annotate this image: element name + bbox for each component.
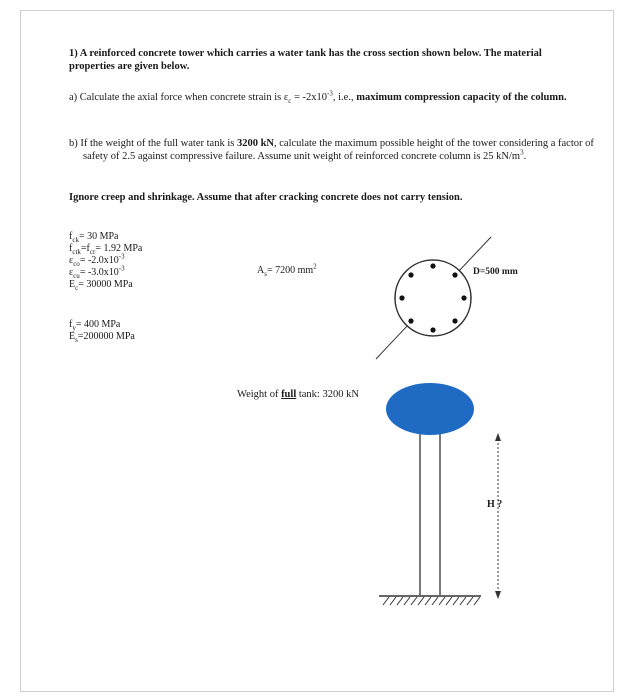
rebar-4 bbox=[452, 318, 457, 323]
rebar-8 bbox=[408, 272, 413, 277]
sub2: cr bbox=[89, 248, 96, 256]
part-b-end: . bbox=[523, 151, 527, 162]
sym: ε bbox=[69, 267, 74, 278]
weight-prefix: Weight of bbox=[237, 389, 282, 400]
val: = 1.92 MPa bbox=[95, 243, 143, 254]
weight-underlined: full bbox=[281, 389, 297, 400]
weight-suffix: tank: 3200 kN bbox=[296, 389, 359, 400]
question-intro-text: 1) A reinforced concrete tower which carries a water tank has the cross section shown below. The material properties are given below. bbox=[69, 48, 542, 72]
rebar-1 bbox=[430, 263, 435, 268]
document-page bbox=[20, 10, 614, 692]
height-dimension bbox=[495, 433, 501, 599]
sup: -3 bbox=[118, 264, 125, 273]
cross-section bbox=[376, 237, 491, 359]
rebar-6 bbox=[408, 318, 413, 323]
part-a-mid2: , i.e., bbox=[332, 92, 357, 103]
sym: f bbox=[69, 319, 73, 330]
part-b-text: , calculate the maximum possible height of the tower considering a factor of safety of 2.5 against compressive failure. Assume unit weight of reinforced concrete column is 25 kN/m bbox=[83, 138, 594, 162]
sym: f bbox=[69, 231, 73, 242]
tower-diagram bbox=[379, 383, 501, 605]
sym: f bbox=[69, 243, 73, 254]
part-a-sub: c bbox=[288, 97, 292, 106]
sub: y bbox=[72, 324, 76, 332]
part-a-mid: = -2x10 bbox=[291, 92, 328, 103]
val: =200000 MPa bbox=[77, 331, 135, 342]
sub: ctk bbox=[72, 248, 81, 256]
part-a-sup: -3 bbox=[327, 89, 333, 98]
sym: E bbox=[69, 331, 76, 342]
sub: ck bbox=[72, 236, 79, 244]
arrow-up-icon bbox=[495, 433, 501, 441]
val: = 7200 mm bbox=[266, 265, 314, 276]
rebar-7 bbox=[399, 295, 404, 300]
tank-weight-label bbox=[237, 389, 359, 400]
val: = -3.0x10 bbox=[79, 267, 119, 278]
sym: A bbox=[257, 265, 265, 276]
rebar-3 bbox=[461, 295, 466, 300]
part-b-sup: 3 bbox=[520, 148, 524, 157]
val: = -2.0x10 bbox=[79, 255, 119, 266]
part-a-bold: maximum compression capacity of the column. bbox=[356, 92, 567, 103]
mid: =f bbox=[80, 243, 90, 254]
arrow-down-icon bbox=[495, 591, 501, 599]
sym: E bbox=[69, 279, 76, 290]
water-tank bbox=[386, 383, 474, 435]
rebar-2 bbox=[452, 272, 457, 277]
part-b-prefix: b) If the weight of the full water tank is bbox=[69, 138, 237, 149]
part-a-prefix: a) Calculate the axial force when concrete strain is ε bbox=[69, 92, 289, 103]
sub: s bbox=[264, 270, 267, 278]
part-b-bold: 3200 kN bbox=[236, 138, 275, 149]
val: = 400 MPa bbox=[75, 319, 121, 330]
ground-hatch bbox=[383, 597, 480, 605]
sub: co bbox=[73, 260, 80, 268]
sub: s bbox=[75, 336, 78, 344]
sup: -3 bbox=[118, 252, 125, 261]
assumption-note: Ignore creep and shrinkage. Assume that after cracking concrete does not carry tension. bbox=[69, 192, 463, 203]
sub: c bbox=[75, 284, 79, 292]
sym: ε bbox=[69, 255, 74, 266]
val: = 30 MPa bbox=[78, 231, 119, 242]
sub: cu bbox=[73, 272, 80, 280]
height-label: H ? bbox=[487, 499, 503, 510]
diameter-label: D=500 mm bbox=[473, 267, 518, 277]
sup: 2 bbox=[313, 262, 317, 271]
diagram-canvas bbox=[21, 11, 613, 691]
val: = 30000 MPa bbox=[78, 279, 133, 290]
rebar-5 bbox=[430, 327, 435, 332]
